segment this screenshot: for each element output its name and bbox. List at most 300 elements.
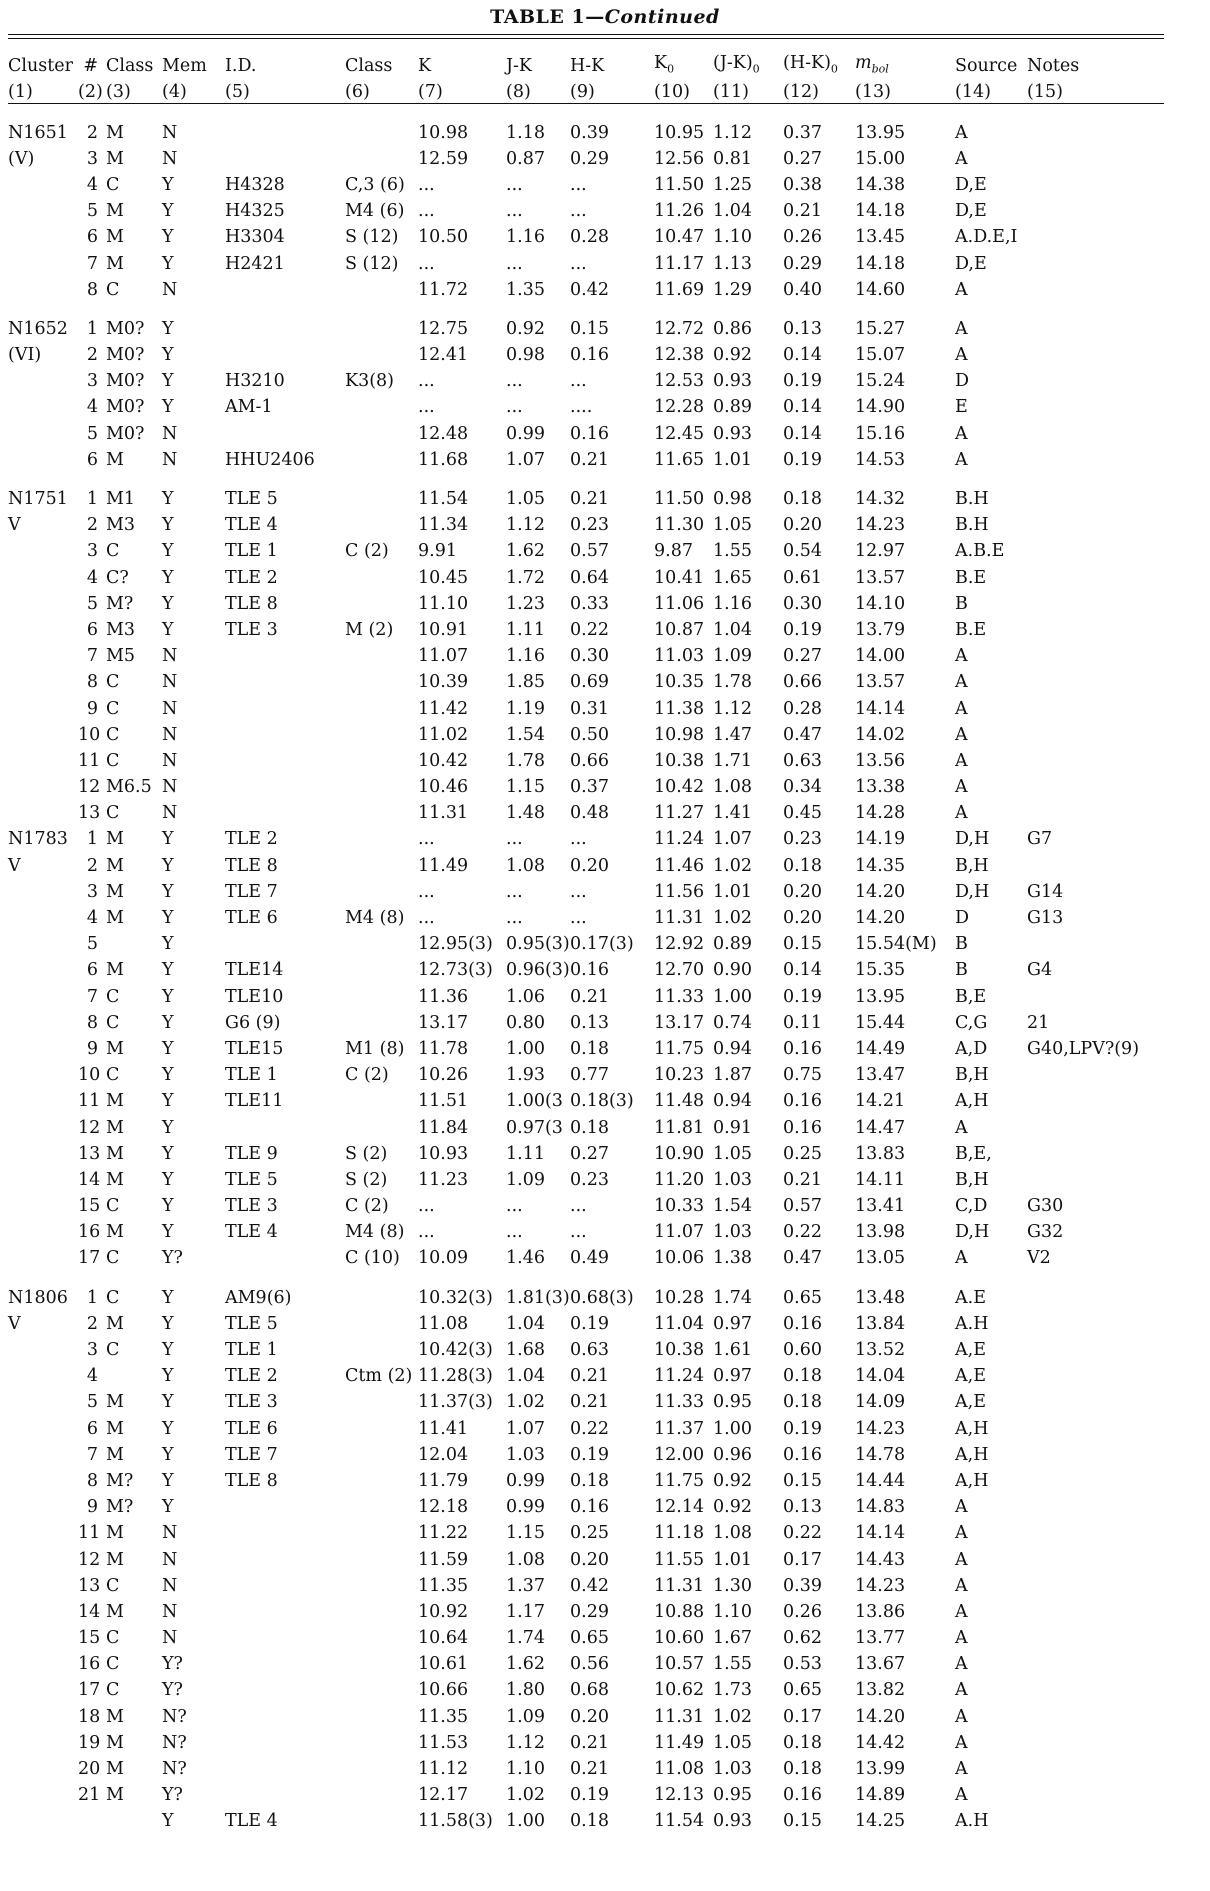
cell-cluster (8, 669, 78, 695)
table-row (8, 800, 1164, 826)
cell-k0: 10.38 (654, 1340, 705, 1361)
header-row-bottom (8, 81, 1164, 104)
table-row (8, 512, 1164, 538)
cell-id (225, 1599, 345, 1625)
cell-source: B.H (955, 515, 989, 536)
cell-k: 11.08 (418, 1313, 469, 1334)
cell-k: ... (418, 371, 435, 392)
cell-h-k0: 0.25 (783, 1143, 822, 1164)
cell-id (225, 1625, 345, 1651)
cell-number: 17 (78, 1680, 101, 1701)
cell-j-k: 1.54 (506, 724, 545, 745)
cell-membership: N (162, 279, 178, 300)
cell-class-ref (345, 146, 418, 172)
cell-j-k0: 1.04 (713, 201, 752, 222)
cell-k0: 11.26 (654, 201, 705, 222)
cell-mbol: 14.28 (855, 803, 906, 824)
cell-notes (1027, 931, 1164, 957)
cell-membership: Y (162, 1811, 174, 1832)
cell-number: 3 (86, 371, 98, 392)
cell-k: 11.78 (418, 1038, 469, 1059)
cell-id (225, 1546, 345, 1572)
cell-cluster (8, 1114, 78, 1140)
cell-h-k: 0.20 (570, 1706, 609, 1727)
cell-membership: Y (162, 1313, 174, 1334)
cell-k: 10.92 (418, 1601, 469, 1622)
table-row (8, 617, 1164, 643)
cell-membership: N (162, 750, 178, 771)
table-row (8, 421, 1164, 447)
cell-j-k: 1.06 (506, 986, 545, 1007)
cell-class (106, 931, 162, 957)
cell-j-k0: 0.92 (713, 1497, 752, 1518)
cell-source: A.D.E,I (955, 227, 1018, 248)
cell-id: TLE10 (225, 986, 284, 1007)
header-row-top (8, 52, 1164, 81)
cell-cluster: V (8, 855, 21, 876)
cell-class-ref (345, 1677, 418, 1703)
cell-class: M0? (106, 345, 145, 366)
cell-k: 10.42 (418, 750, 469, 771)
cell-mbol: 14.42 (855, 1732, 906, 1753)
cell-h-k: 0.19 (570, 1785, 609, 1806)
cell-h-k: 0.16 (570, 423, 609, 444)
cell-h-k0: 0.40 (783, 279, 822, 300)
cell-cluster (8, 905, 78, 931)
cell-cluster (8, 250, 78, 276)
cell-k0: 12.13 (654, 1785, 705, 1806)
col-header-source: Source (955, 55, 1018, 76)
cell-k: 12.75 (418, 318, 469, 339)
cell-mbol: 14.11 (855, 1169, 906, 1190)
table-row (8, 905, 1164, 931)
cell-k0: 10.62 (654, 1680, 705, 1701)
cell-membership: Y (162, 934, 174, 955)
cell-j-k0: 1.02 (713, 908, 752, 929)
cell-h-k: 0.21 (570, 489, 609, 510)
cell-h-k0: 0.13 (783, 318, 822, 339)
cell-j-k: ... (506, 201, 523, 222)
cell-j-k0: 1.87 (713, 1065, 752, 1086)
cell-mbol: 13.86 (855, 1601, 906, 1622)
cell-membership: Y? (162, 1248, 183, 1269)
table-row (8, 748, 1164, 774)
cell-j-k0: 1.01 (713, 449, 752, 470)
cell-k: 11.07 (418, 646, 469, 667)
cell-class: C (106, 698, 120, 719)
cell-class: C (106, 279, 120, 300)
spacer-cell (8, 104, 1164, 120)
table-row (8, 250, 1164, 276)
cell-h-k: 0.18(3) (570, 1091, 634, 1112)
cell-notes: G14 (1027, 881, 1064, 902)
cell-class-ref (345, 774, 418, 800)
cell-notes (1027, 512, 1164, 538)
col-header-notes: Notes (1027, 55, 1080, 76)
cell-k0: 11.81 (654, 1117, 705, 1138)
cell-h-k0: 0.20 (783, 515, 822, 536)
cell-k: 11.49 (418, 855, 469, 876)
cell-k: 10.98 (418, 122, 469, 143)
cell-class-ref (345, 1010, 418, 1036)
cell-cluster (8, 1677, 78, 1703)
cell-j-k0: 0.97 (713, 1366, 752, 1387)
cell-id: TLE 1 (225, 1340, 278, 1361)
cell-notes (1027, 1389, 1164, 1415)
cell-mbol: 14.23 (855, 1575, 906, 1596)
cell-h-k0: 0.22 (783, 1222, 822, 1243)
cell-k: 12.04 (418, 1444, 469, 1465)
cell-j-k: 1.72 (506, 567, 545, 588)
col-number-3: (3) (106, 81, 131, 102)
cell-membership: N (162, 724, 178, 745)
col-number-11: (11) (713, 81, 749, 102)
cell-notes (1027, 1088, 1164, 1114)
cell-class: M (106, 449, 124, 470)
table-row (8, 1416, 1164, 1442)
cell-class: C (106, 1065, 120, 1086)
cell-mbol: 14.32 (855, 489, 906, 510)
cell-k0: 12.28 (654, 397, 705, 418)
cell-membership: Y (162, 986, 174, 1007)
cell-source: B (955, 934, 968, 955)
cell-h-k: 0.57 (570, 541, 609, 562)
cell-id (225, 1756, 345, 1782)
cell-number: 8 (86, 1012, 98, 1033)
cell-id (225, 120, 345, 146)
cell-source: D (955, 908, 970, 929)
cell-h-k: 0.21 (570, 1732, 609, 1753)
cell-h-k: 0.37 (570, 777, 609, 798)
cell-membership: N (162, 1575, 178, 1596)
cell-j-k0: 0.96 (713, 1444, 752, 1465)
cell-id: H4328 (225, 174, 285, 195)
cell-source: B.E (955, 567, 987, 588)
group-spacer (8, 473, 1164, 486)
cell-j-k: 1.08 (506, 855, 545, 876)
cell-mbol: 14.02 (855, 724, 906, 745)
cell-mbol: 14.23 (855, 1418, 906, 1439)
cell-notes (1027, 277, 1164, 303)
cell-id: TLE 7 (225, 881, 278, 902)
cell-h-k: 0.23 (570, 1169, 609, 1190)
table-row (8, 853, 1164, 879)
cell-membership: Y (162, 515, 174, 536)
cell-h-k0: 0.19 (783, 619, 822, 640)
table-row (8, 1285, 1164, 1311)
cell-j-k: 1.19 (506, 698, 545, 719)
table-row (8, 277, 1164, 303)
cell-mbol: 14.90 (855, 397, 906, 418)
cell-cluster (8, 984, 78, 1010)
cell-k0: 11.04 (654, 1313, 705, 1334)
cell-notes (1027, 224, 1164, 250)
data-table (8, 52, 1164, 1835)
cell-h-k: 0.21 (570, 449, 609, 470)
cell-h-k: 0.22 (570, 1418, 609, 1439)
cell-k: 12.73(3) (418, 960, 493, 981)
cell-membership: Y (162, 1222, 174, 1243)
cell-h-k0: 0.75 (783, 1065, 822, 1086)
cell-h-k: 0.18 (570, 1117, 609, 1138)
cell-h-k: .... (570, 397, 593, 418)
cell-id: H3210 (225, 371, 285, 392)
cell-source: A (955, 318, 968, 339)
top-rule (8, 34, 1164, 35)
cell-h-k0: 0.22 (783, 1523, 822, 1544)
cell-class-ref: M1 (8) (345, 1038, 405, 1059)
cell-j-k0: 1.03 (713, 1759, 752, 1780)
table-row (8, 984, 1164, 1010)
cell-k: 11.53 (418, 1732, 469, 1753)
cell-source: A (955, 1785, 968, 1806)
cell-h-k: 0.31 (570, 698, 609, 719)
cell-class-ref (345, 1573, 418, 1599)
cell-class-ref: C (2) (345, 1196, 389, 1217)
cell-h-k0: 0.16 (783, 1091, 822, 1112)
cell-cluster (8, 1625, 78, 1651)
cell-j-k: ... (506, 371, 523, 392)
cell-source: A.E (955, 1287, 986, 1308)
table-row (8, 1219, 1164, 1245)
cell-notes (1027, 1520, 1164, 1546)
cell-membership: N? (162, 1732, 187, 1753)
table-row (8, 957, 1164, 983)
cell-number: 4 (86, 397, 98, 418)
cell-k0: 12.00 (654, 1444, 705, 1465)
cell-class-ref (345, 1520, 418, 1546)
cell-j-k0: 0.93 (713, 423, 752, 444)
cell-class: C (106, 1654, 120, 1675)
cell-id: H4325 (225, 201, 285, 222)
cell-j-k: ... (506, 829, 523, 850)
cell-class: M (106, 1143, 124, 1164)
cell-h-k: 0.15 (570, 318, 609, 339)
cell-cluster (8, 1337, 78, 1363)
cell-cluster (8, 394, 78, 420)
cell-mbol: 13.99 (855, 1759, 906, 1780)
cell-membership: Y? (162, 1785, 183, 1806)
cell-membership: Y (162, 1143, 174, 1164)
cell-notes (1027, 1808, 1164, 1834)
col-number-5: (5) (225, 81, 250, 102)
cell-j-k: ... (506, 881, 523, 902)
cell-notes (1027, 1704, 1164, 1730)
cell-number: 8 (86, 279, 98, 300)
cell-h-k0: 0.37 (783, 122, 822, 143)
cell-j-k: 1.07 (506, 449, 545, 470)
col-number-2: (2) (78, 81, 103, 102)
cell-h-k: 0.21 (570, 1392, 609, 1413)
cell-mbol: 14.35 (855, 855, 906, 876)
cell-cluster (8, 591, 78, 617)
cell-h-k0: 0.30 (783, 593, 822, 614)
cell-h-k0: 0.17 (783, 1549, 822, 1570)
cell-number: 16 (78, 1654, 101, 1675)
cell-mbol: 14.43 (855, 1549, 906, 1570)
cell-h-k0: 0.21 (783, 201, 822, 222)
cell-h-k: 0.21 (570, 1366, 609, 1387)
cell-h-k: ... (570, 1222, 587, 1243)
cell-id (225, 1573, 345, 1599)
cell-source: D (955, 371, 970, 392)
cell-class: M (106, 1038, 124, 1059)
cell-number: 12 (78, 1549, 101, 1570)
col-number-6: (6) (345, 81, 370, 102)
cell-k0: 11.08 (654, 1759, 705, 1780)
cell-j-k: 1.12 (506, 515, 545, 536)
cell-class-ref: K3(8) (345, 371, 394, 392)
table-row (8, 1363, 1164, 1389)
cell-id (225, 1494, 345, 1520)
cell-h-k0: 0.14 (783, 960, 822, 981)
cell-id (225, 643, 345, 669)
cell-source: A (955, 279, 968, 300)
table-row (8, 879, 1164, 905)
cell-notes (1027, 984, 1164, 1010)
cell-class: M (106, 1732, 124, 1753)
cell-notes (1027, 1285, 1164, 1311)
cell-class: M3 (106, 515, 136, 536)
col-header-class-ref: Class (345, 55, 393, 76)
cell-h-k: 0.68 (570, 1680, 609, 1701)
cell-class-ref (345, 342, 418, 368)
cell-j-k: 1.81(3) (506, 1287, 570, 1308)
cell-h-k0: 0.16 (783, 1313, 822, 1334)
table-row (8, 120, 1164, 146)
cell-source: A (955, 1248, 968, 1269)
cell-j-k0: 1.41 (713, 803, 752, 824)
cell-cluster: (V) (8, 148, 35, 169)
cell-id (225, 722, 345, 748)
cell-h-k: 0.23 (570, 515, 609, 536)
cell-j-k: 1.11 (506, 619, 545, 640)
cell-class: M (106, 1785, 124, 1806)
cell-cluster (8, 879, 78, 905)
cell-cluster (8, 538, 78, 564)
cell-id: H3304 (225, 227, 285, 248)
table-row (8, 538, 1164, 564)
cell-class: C (106, 672, 120, 693)
cell-mbol: 13.05 (855, 1248, 906, 1269)
cell-mbol: 15.35 (855, 960, 906, 981)
cell-j-k0: 0.93 (713, 1811, 752, 1832)
cell-class-ref: M4 (6) (345, 201, 405, 222)
group-spacer (8, 1272, 1164, 1285)
cell-j-k0: 1.04 (713, 619, 752, 640)
cell-k: 13.17 (418, 1012, 469, 1033)
cell-notes (1027, 1062, 1164, 1088)
cell-j-k0: 1.00 (713, 986, 752, 1007)
cell-membership: Y (162, 1038, 174, 1059)
cell-j-k0: 0.94 (713, 1038, 752, 1059)
cell-source: A.H (955, 1811, 989, 1832)
cell-id (225, 316, 345, 342)
cell-notes (1027, 1141, 1164, 1167)
table-row (8, 774, 1164, 800)
cell-number: 8 (86, 1470, 98, 1491)
cell-number: 13 (78, 1143, 101, 1164)
cell-class-ref: M4 (8) (345, 908, 405, 929)
cell-source: B,H (955, 1169, 989, 1190)
cell-class-ref (345, 748, 418, 774)
cell-number: 5 (86, 1392, 98, 1413)
cell-k0: 10.60 (654, 1628, 705, 1649)
cell-k0: 11.55 (654, 1549, 705, 1570)
cell-membership: Y (162, 1065, 174, 1086)
cell-notes (1027, 748, 1164, 774)
cell-cluster (8, 1468, 78, 1494)
cell-cluster: N1806 (8, 1287, 68, 1308)
table-row (8, 1389, 1164, 1415)
cell-mbol: 12.97 (855, 541, 906, 562)
table-row (8, 1193, 1164, 1219)
cell-membership: Y (162, 1340, 174, 1361)
cell-mbol: 15.07 (855, 345, 906, 366)
table-row (8, 1782, 1164, 1808)
cell-number: 3 (86, 1340, 98, 1361)
cell-k0: 11.20 (654, 1169, 705, 1190)
cell-id (225, 774, 345, 800)
cell-class-ref: S (2) (345, 1169, 388, 1190)
cell-source: A (955, 698, 968, 719)
cell-k0: 12.14 (654, 1497, 705, 1518)
cell-id: TLE 5 (225, 1169, 278, 1190)
col-number-7: (7) (418, 81, 443, 102)
cell-k0: 12.70 (654, 960, 705, 981)
col-header-k: K (418, 55, 432, 76)
cell-class-ref (345, 1704, 418, 1730)
cell-id (225, 1114, 345, 1140)
cell-k0: 10.41 (654, 567, 705, 588)
cell-cluster (8, 774, 78, 800)
cell-j-k0: 1.78 (713, 672, 752, 693)
cell-source: D,H (955, 1222, 990, 1243)
cell-k0: 11.31 (654, 1575, 705, 1596)
cell-mbol: 13.41 (855, 1196, 906, 1217)
cell-mbol: 14.38 (855, 174, 906, 195)
cell-source: B (955, 593, 968, 614)
cell-cluster (8, 198, 78, 224)
cell-cluster: V (8, 1313, 21, 1334)
cell-k0: 10.95 (654, 122, 705, 143)
cell-j-k0: 0.89 (713, 934, 752, 955)
cell-j-k: ... (506, 1196, 523, 1217)
cell-id: HHU2406 (225, 449, 315, 470)
cell-notes (1027, 316, 1164, 342)
cell-class-ref (345, 643, 418, 669)
cell-mbol: 15.27 (855, 318, 906, 339)
cell-h-k: 0.33 (570, 593, 609, 614)
cell-mbol: 13.57 (855, 672, 906, 693)
cell-class: M (106, 1706, 124, 1727)
cell-notes: G30 (1027, 1196, 1064, 1217)
cell-h-k: 0.25 (570, 1523, 609, 1544)
col-header-j-k0: $(J-K)_0$ (713, 53, 760, 76)
cell-j-k: 1.16 (506, 227, 545, 248)
cell-cluster (8, 957, 78, 983)
cell-k: ... (418, 253, 435, 274)
cell-class-ref (345, 957, 418, 983)
cell-source: A (955, 148, 968, 169)
cell-notes (1027, 1599, 1164, 1625)
cell-class-ref (345, 853, 418, 879)
cell-cluster (8, 1416, 78, 1442)
cell-k0: 11.18 (654, 1523, 705, 1544)
cell-j-k0: 1.54 (713, 1196, 752, 1217)
cell-j-k0: 1.16 (713, 593, 752, 614)
cell-membership: Y (162, 567, 174, 588)
